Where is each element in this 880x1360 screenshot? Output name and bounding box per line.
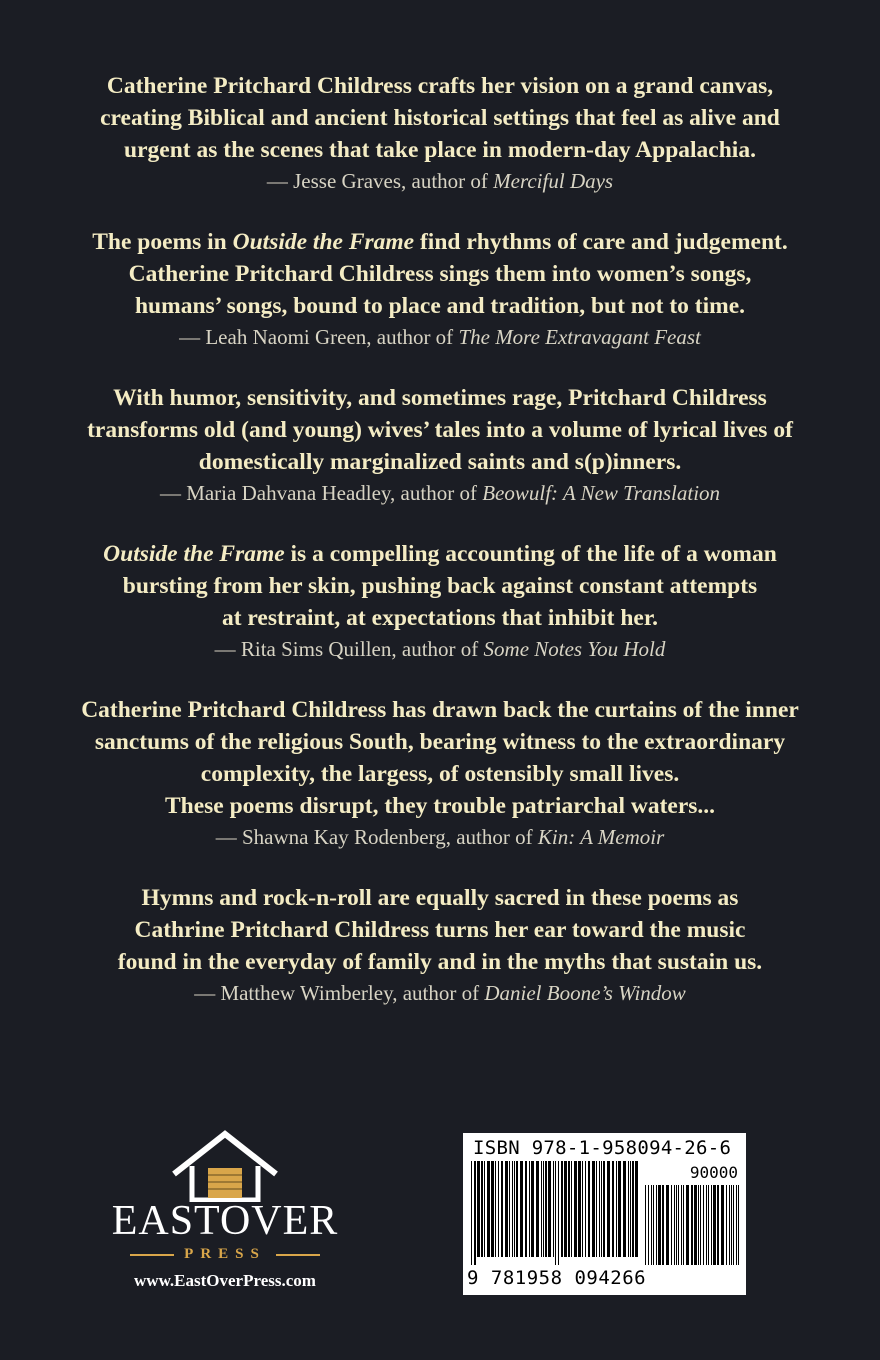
barcode-bar <box>596 1161 597 1257</box>
barcode-bar <box>512 1161 513 1257</box>
barcode-bar <box>607 1161 610 1257</box>
barcode-bar <box>525 1161 527 1257</box>
barcode-bar <box>555 1161 556 1265</box>
blurb-line: The poems in Outside the Frame find rhythms of care and judgement. <box>92 229 788 255</box>
barcode-bar <box>531 1161 534 1257</box>
barcode-bar <box>568 1161 570 1257</box>
barcode-bar <box>674 1185 675 1265</box>
blurb-attribution <box>0 322 880 352</box>
barcode-bar <box>582 1161 583 1257</box>
barcode-bar <box>509 1161 510 1257</box>
barcode-bar <box>700 1185 701 1265</box>
attribution-author: — Jesse Graves, author of <box>266 169 494 193</box>
barcode-bar <box>623 1161 626 1257</box>
barcode-bar <box>574 1161 577 1257</box>
barcode-bar <box>495 1161 496 1257</box>
blurb-line: Outside the Frame is a compelling accounting of the life of a woman <box>103 541 777 567</box>
barcode-bar <box>635 1161 638 1257</box>
barcode-bar <box>686 1185 689 1265</box>
price-code: 90000 <box>689 1163 738 1182</box>
barcode-bar <box>703 1185 704 1265</box>
house-icon <box>170 1130 280 1202</box>
blurb-line: humans’ songs, bound to place and tradition, but not to time. <box>134 293 746 319</box>
barcode-bar <box>601 1161 602 1257</box>
barcode-bar <box>564 1161 567 1257</box>
blurb-line: These poems disrupt, they trouble patriarchal waters... <box>164 793 716 819</box>
barcode-bar <box>471 1161 472 1265</box>
attribution-work-title: The More Extravagant Feast <box>458 325 701 349</box>
barcode-bar <box>558 1161 559 1265</box>
ean-barcode-bars <box>471 1161 641 1267</box>
barcode-bar <box>726 1185 727 1265</box>
barcode-bar <box>706 1185 707 1265</box>
barcode-bar <box>683 1185 684 1265</box>
barcode-bar <box>731 1185 732 1265</box>
blurb <box>0 882 880 1008</box>
attribution-author: — Matthew Wimberley, author of <box>194 981 485 1005</box>
barcode-bar <box>553 1161 554 1257</box>
barcode-bar <box>648 1185 649 1265</box>
publisher-press: PRESS <box>184 1246 266 1262</box>
barcode-bar <box>536 1161 539 1257</box>
publisher-press-row <box>100 1246 350 1263</box>
blurb-attribution <box>0 478 880 508</box>
blurb-line: Catherine Pritchard Childress crafts her vision on a grand canvas, <box>106 73 774 99</box>
attribution-work-title: Some Notes You Hold <box>483 637 666 661</box>
barcode-bar <box>612 1161 614 1257</box>
barcode-bar <box>618 1161 621 1257</box>
barcode-bar <box>733 1185 734 1265</box>
barcode-bar <box>487 1161 490 1257</box>
barcode-bar <box>548 1161 551 1257</box>
barcode-bar <box>541 1161 542 1257</box>
barcode-bar <box>717 1185 719 1265</box>
barcode-bar <box>729 1185 730 1265</box>
publisher-logo <box>100 1130 350 1291</box>
barcode-bar <box>708 1185 709 1265</box>
attribution-author: — Leah Naomi Green, author of <box>179 325 459 349</box>
blurb-line: With humor, sensitivity, and sometimes rage, Pritchard Childress <box>113 385 767 411</box>
barcode-bar <box>738 1185 739 1265</box>
blurb-line: domestically marginalized saints and s(p)inners. <box>198 449 682 475</box>
barcode-bar <box>516 1161 518 1257</box>
barcode-bar <box>658 1185 661 1265</box>
attribution-work-title: Merciful Days <box>493 169 614 193</box>
barcode-bar <box>498 1161 499 1257</box>
barcode-bar <box>501 1161 503 1257</box>
barcode-bar <box>585 1161 586 1257</box>
blurb <box>0 226 880 352</box>
barcode-bar <box>481 1161 483 1257</box>
attribution-work-title: Kin: A Memoir <box>537 825 665 849</box>
blurb-line: urgent as the scenes that take place in modern-day Appalachia. <box>124 137 756 163</box>
barcode-bar <box>645 1185 646 1265</box>
barcode-bar <box>588 1161 590 1257</box>
divider-left <box>130 1254 174 1256</box>
barcode-bar <box>713 1185 716 1265</box>
barcode-bar <box>691 1185 693 1265</box>
barcode-bar <box>630 1161 631 1257</box>
barcode-bar <box>681 1185 682 1265</box>
barcode-bar <box>520 1161 523 1257</box>
barcode-bar <box>736 1185 737 1265</box>
barcode-bar <box>676 1185 677 1265</box>
blurb <box>0 694 880 852</box>
blurb-line: complexity, the largess, of ostensibly small lives. <box>200 761 680 787</box>
addon-barcode-bars <box>645 1185 741 1265</box>
barcode-bar <box>632 1161 634 1257</box>
blurb <box>0 382 880 508</box>
barcode-bar <box>666 1185 669 1265</box>
publisher-url: www.EastOverPress.com <box>134 1271 316 1290</box>
attribution-author: — Maria Dahvana Headley, author of <box>159 481 483 505</box>
blurb-line: sanctums of the religious South, bearing witness to the extraordinary <box>94 729 786 755</box>
blurb-line: Cathrine Pritchard Childress turns her ear toward the music <box>134 917 746 943</box>
blurb-line: Hymns and rock-n-roll are equally sacred in these poems as <box>141 885 739 911</box>
barcode-bar <box>477 1161 480 1257</box>
blurb-attribution <box>0 166 880 196</box>
barcode-bar <box>561 1161 563 1257</box>
barcode-bar <box>656 1185 657 1265</box>
barcode-bar <box>571 1161 572 1257</box>
isbn-barcode <box>463 1133 746 1295</box>
barcode-bar <box>698 1185 699 1265</box>
barcode-bar <box>616 1161 617 1257</box>
attribution-work-title: Beowulf: A New Translation <box>482 481 721 505</box>
isbn-label: ISBN 978-1-958094-26-6 <box>473 1137 732 1159</box>
attribution-author: — Shawna Kay Rodenberg, author of <box>215 825 538 849</box>
blurb-line: transforms old (and young) wives’ tales into a volume of lyrical lives of <box>87 417 793 443</box>
barcode-bar <box>628 1161 629 1257</box>
barcode-bar <box>671 1185 672 1265</box>
blurb-attribution <box>0 978 880 1008</box>
ean-digits: 9 781958 094266 <box>467 1267 647 1289</box>
attribution-author: — Rita Sims Quillen, author of <box>214 637 484 661</box>
divider-right <box>276 1254 320 1256</box>
publisher-name: EASTOVER <box>111 1198 339 1244</box>
barcode-bar <box>529 1161 530 1257</box>
barcode-bar <box>484 1161 485 1257</box>
barcode-bar <box>578 1161 581 1257</box>
blurb-line: Catherine Pritchard Childress has drawn back the curtains of the inner <box>81 697 799 723</box>
barcode-bar <box>653 1185 654 1265</box>
barcode-bar <box>543 1161 544 1257</box>
barcode-bar <box>711 1185 712 1265</box>
blurb-attribution <box>0 634 880 664</box>
attribution-work-title: Daniel Boone’s Window <box>484 981 686 1005</box>
barcode-bar <box>678 1185 679 1265</box>
barcode-bar <box>694 1185 697 1265</box>
barcode-bar <box>514 1161 515 1257</box>
barcode-bar <box>651 1185 652 1265</box>
blurbs-section <box>0 70 880 1038</box>
barcode-bar <box>603 1161 605 1257</box>
blurb-line: found in the everyday of family and in the myths that sustain us. <box>117 949 763 975</box>
barcode-bar <box>599 1161 600 1257</box>
barcode-bar <box>592 1161 595 1257</box>
barcode-bar <box>474 1161 476 1265</box>
barcode-bar <box>491 1161 494 1257</box>
blurb-line: at restraint, at expectations that inhibit her. <box>221 605 659 631</box>
barcode-bar <box>545 1161 547 1257</box>
blurb-attribution <box>0 822 880 852</box>
blurb-line: bursting from her skin, pushing back against constant attempts <box>122 573 758 599</box>
blurb-line: creating Biblical and ancient historical settings that feel as alive and <box>100 105 780 131</box>
blurb <box>0 538 880 664</box>
barcode-bar <box>505 1161 508 1257</box>
blurb-line: Catherine Pritchard Childress sings them into women’s songs, <box>128 261 752 287</box>
barcode-bar <box>721 1185 724 1265</box>
blurb <box>0 70 880 196</box>
barcode-bar <box>662 1185 664 1265</box>
